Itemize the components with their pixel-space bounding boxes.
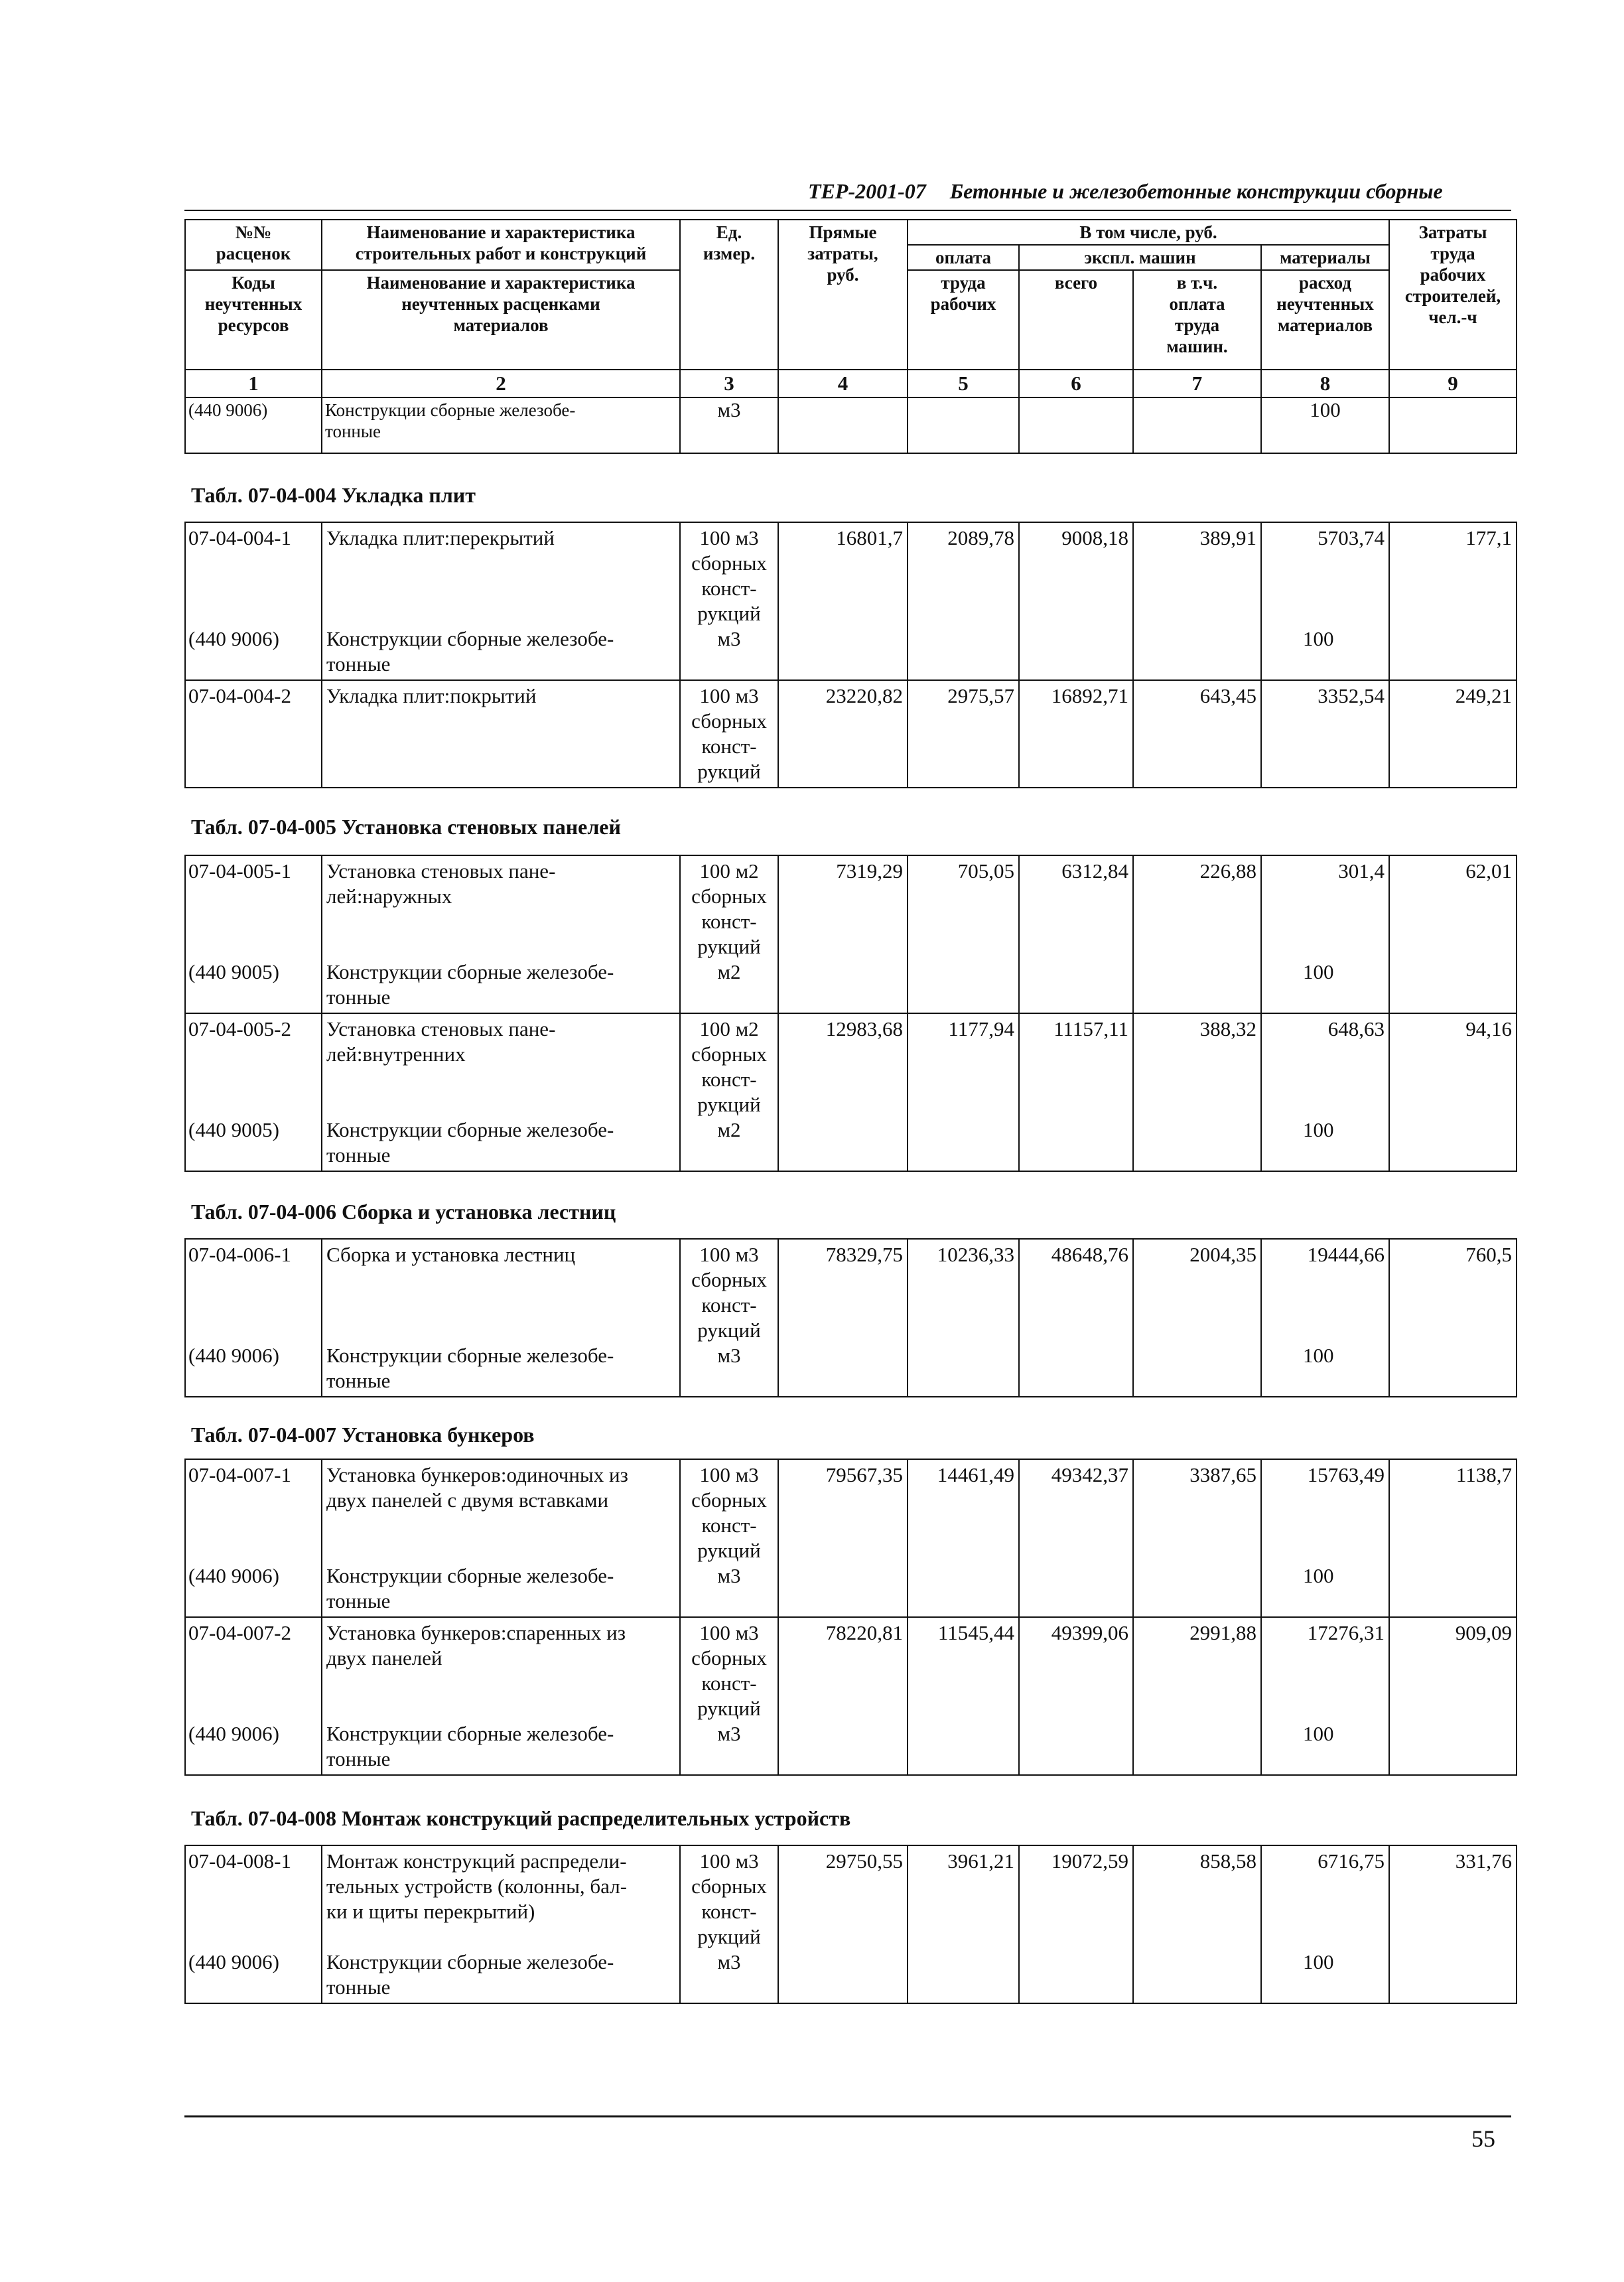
resource-quantity: 100	[1303, 1950, 1334, 1973]
rate-unit: конст-	[701, 1900, 757, 1923]
direct-costs: 7319,29	[778, 855, 908, 1013]
rate-name: Установка бункеров:одиночных из	[326, 1463, 628, 1486]
materials-cell	[1261, 1845, 1389, 2003]
resource-code: (440 9006)	[188, 1722, 279, 1745]
rate-code: 07-04-006-1	[188, 1243, 291, 1266]
materials-cell	[1261, 1239, 1389, 1397]
table-row	[185, 855, 1517, 1013]
rate-name-cell	[322, 680, 680, 788]
materials: 648,63	[1327, 1017, 1385, 1040]
column-number: 8	[1261, 370, 1389, 397]
table-row	[185, 1845, 1517, 2003]
materials-cell	[1261, 855, 1389, 1013]
direct-costs: 16801,7	[778, 522, 908, 680]
materials: 5703,74	[1318, 526, 1385, 549]
direct-costs: 79567,35	[778, 1459, 908, 1617]
rate-name: лей:внутренних	[326, 1042, 466, 1066]
resource-code: (440 9006)	[188, 1344, 279, 1367]
rate-name: двух панелей	[326, 1646, 442, 1670]
table-caption: Табл. 07-04-007 Установка бункеров	[191, 1423, 535, 1447]
header-resource-codes: Коды неучтенных ресурсов	[185, 270, 322, 370]
labor-pay: 2975,57	[908, 680, 1019, 788]
resource-unit: м3	[680, 397, 778, 453]
rate-name: Установка стеновых пане-	[326, 1017, 556, 1040]
resource-name: тонные	[326, 1589, 391, 1612]
labor-cost: 909,09	[1389, 1617, 1517, 1775]
materials: 6716,75	[1318, 1849, 1385, 1873]
resource-code: (440 9005)	[188, 1118, 279, 1141]
resource-name: тонные	[326, 1143, 391, 1167]
table-row	[185, 1617, 1517, 1775]
rate-unit: сборных	[691, 709, 767, 733]
rate-name-cell	[322, 522, 680, 680]
rate-code: 07-04-005-1	[188, 859, 291, 883]
resource-code: (440 9006)	[188, 1564, 279, 1587]
resource-name: тонные	[326, 985, 391, 1009]
document-title: Бетонные и железобетонные конструкции сборные	[949, 179, 1443, 203]
labor-cost: 1138,7	[1389, 1459, 1517, 1617]
rate-table	[184, 855, 1517, 1172]
rate-name-cell	[322, 1845, 680, 2003]
labor-cost: 94,16	[1389, 1013, 1517, 1171]
rate-name-cell	[322, 1617, 680, 1775]
rate-name: двух панелей с двумя вставками	[326, 1488, 609, 1512]
direct-costs: 12983,68	[778, 1013, 908, 1171]
labor-pay: 1177,94	[908, 1013, 1019, 1171]
rate-unit-cell	[680, 1617, 778, 1775]
rate-name: Установка бункеров:спаренных из	[326, 1621, 626, 1644]
materials-cell	[1261, 522, 1389, 680]
rate-code-cell	[185, 1239, 322, 1397]
machines-total: 48648,76	[1019, 1239, 1133, 1397]
labor-pay: 2089,78	[908, 522, 1019, 680]
header-name: Наименование и характеристика строительных работ и конструкций	[322, 220, 680, 270]
rate-code-cell	[185, 1459, 322, 1617]
resource-name: Конструкции сборные железобе-	[326, 1722, 614, 1745]
machines-labor-pay: 226,88	[1133, 855, 1261, 1013]
resource-quantity: 100	[1303, 1722, 1334, 1745]
rate-unit: сборных	[691, 1875, 767, 1898]
rate-table	[184, 1459, 1517, 1776]
rate-unit: сборных	[691, 1646, 767, 1670]
header-materials-consumption: расход неучтенных материалов	[1261, 270, 1389, 370]
rate-code: 07-04-007-1	[188, 1463, 291, 1486]
rate-name-cell	[322, 1459, 680, 1617]
rate-unit: 100 м3	[699, 684, 759, 707]
rate-name: Укладка плит:перекрытий	[326, 526, 555, 549]
machines-total: 6312,84	[1019, 855, 1133, 1013]
rate-table	[184, 522, 1517, 788]
materials: 15763,49	[1307, 1463, 1385, 1486]
rate-unit-cell	[680, 1459, 778, 1617]
labor-pay: 705,05	[908, 855, 1019, 1013]
rate-code-cell	[185, 1013, 322, 1171]
resource-quantity: 100	[1303, 627, 1334, 650]
rate-code: 07-04-005-2	[188, 1017, 291, 1040]
machines-labor-pay: 643,45	[1133, 680, 1261, 788]
rate-code-cell	[185, 855, 322, 1013]
table-caption: Табл. 07-04-005 Установка стеновых панелей	[191, 815, 621, 839]
document-code: ТЕР-2001-07	[808, 179, 926, 203]
column-number: 1	[185, 370, 322, 397]
rate-table	[184, 1238, 1517, 1397]
column-number: 7	[1133, 370, 1261, 397]
rate-unit-cell	[680, 522, 778, 680]
table-caption: Табл. 07-04-004 Укладка плит	[191, 483, 476, 507]
rate-unit-cell	[680, 1239, 778, 1397]
machines-labor-pay: 389,91	[1133, 522, 1261, 680]
table-row	[185, 1013, 1517, 1171]
rate-code: 07-04-004-2	[188, 684, 291, 707]
resource-name: Конструкции сборные железобе-	[326, 627, 614, 650]
header-rates: №№ расценок	[185, 220, 322, 270]
table-caption: Табл. 07-04-008 Монтаж конструкций распределительных устройств	[191, 1806, 851, 1830]
rate-code-cell	[185, 1617, 322, 1775]
rate-unit: 100 м3	[699, 1621, 759, 1644]
resource-name: Конструкции сборные железобе-	[326, 1950, 614, 1973]
materials: 19444,66	[1307, 1243, 1385, 1266]
rate-name-cell	[322, 1013, 680, 1171]
machines-labor-pay: 858,58	[1133, 1845, 1261, 2003]
rate-unit: рукций	[697, 1697, 761, 1720]
header-unaccounted-materials: Наименование и характеристика неучтенных расценками материалов	[322, 270, 680, 370]
resource-quantity: 100	[1303, 1118, 1334, 1141]
direct-costs: 78220,81	[778, 1617, 908, 1775]
rate-unit: рукций	[697, 1925, 761, 1948]
header-labor-workers: труда рабочих	[908, 270, 1019, 370]
resource-unit: м2	[717, 960, 741, 983]
resource-name: Конструкции сборные железобе-	[326, 1118, 614, 1141]
rate-unit: 100 м3	[699, 1849, 759, 1873]
resource-code: (440 9006)	[188, 627, 279, 650]
rate-code-cell	[185, 680, 322, 788]
materials-cell	[1261, 1617, 1389, 1775]
rate-unit: 100 м2	[699, 859, 759, 883]
resource-code: (440 9006)	[185, 397, 322, 453]
resource-name: Конструкции сборные железобе-	[326, 960, 614, 983]
table-row	[185, 680, 1517, 788]
direct-costs: 29750,55	[778, 1845, 908, 2003]
rate-unit: 100 м3	[699, 1463, 759, 1486]
rate-name: лей:наружных	[326, 885, 452, 908]
machines-total: 19072,59	[1019, 1845, 1133, 2003]
rate-unit: сборных	[691, 551, 767, 575]
resource-name: Конструкции сборные железобе- тонные	[322, 397, 680, 453]
header-rule	[184, 210, 1511, 211]
header-materials: материалы	[1261, 245, 1389, 270]
rate-unit: конст-	[701, 735, 757, 758]
rate-unit: 100 м3	[699, 1243, 759, 1266]
rate-unit: конст-	[701, 1293, 757, 1317]
resource-name: тонные	[326, 1747, 391, 1770]
rate-name-cell	[322, 855, 680, 1013]
header-machines-labor: в т.ч. оплата труда машин.	[1133, 270, 1261, 370]
machines-labor-pay: 2991,88	[1133, 1617, 1261, 1775]
rate-unit-cell	[680, 680, 778, 788]
column-number: 9	[1389, 370, 1517, 397]
rate-unit: конст-	[701, 1672, 757, 1695]
machines-labor-pay: 388,32	[1133, 1013, 1261, 1171]
rate-unit-cell	[680, 855, 778, 1013]
header-including: В том числе, руб.	[908, 220, 1389, 245]
labor-pay: 10236,33	[908, 1239, 1019, 1397]
header-direct-costs: Прямые затраты, руб.	[778, 220, 908, 370]
materials: 17276,31	[1307, 1621, 1385, 1644]
rate-name-cell	[322, 1239, 680, 1397]
machines-total: 11157,11	[1019, 1013, 1133, 1171]
labor-pay: 11545,44	[908, 1617, 1019, 1775]
materials-cell	[1261, 680, 1389, 788]
rate-unit: конст-	[701, 910, 757, 933]
rate-code-cell	[185, 1845, 322, 2003]
rate-unit: сборных	[691, 1268, 767, 1291]
labor-cost: 62,01	[1389, 855, 1517, 1013]
header-machines-total: всего	[1019, 270, 1133, 370]
materials: 3352,54	[1318, 684, 1385, 707]
rate-name: Установка стеновых пане-	[326, 859, 556, 883]
rate-unit: рукций	[697, 1093, 761, 1116]
column-number: 6	[1019, 370, 1133, 397]
rate-unit: рукций	[697, 1539, 761, 1562]
rate-unit: сборных	[691, 885, 767, 908]
rate-code: 07-04-007-2	[188, 1621, 291, 1644]
column-number: 3	[680, 370, 778, 397]
rate-unit: сборных	[691, 1042, 767, 1066]
resource-quantity: 100	[1303, 1344, 1334, 1367]
header-machines: экспл. машин	[1019, 245, 1261, 270]
table-row	[185, 522, 1517, 680]
resource-quantity: 100	[1261, 397, 1389, 453]
labor-cost: 249,21	[1389, 680, 1517, 788]
resource-quantity: 100	[1303, 960, 1334, 983]
rate-unit: рукций	[697, 602, 761, 625]
table-row	[185, 1239, 1517, 1397]
footer-rule	[184, 2115, 1511, 2117]
rate-unit-cell	[680, 1845, 778, 2003]
rate-code-cell	[185, 522, 322, 680]
rate-unit: конст-	[701, 1068, 757, 1091]
rate-unit-cell	[680, 1013, 778, 1171]
materials: 301,4	[1338, 859, 1385, 883]
resource-unit: м3	[717, 1564, 741, 1587]
materials-cell	[1261, 1013, 1389, 1171]
resource-unit: м3	[717, 1722, 741, 1745]
rate-unit: рукций	[697, 935, 761, 958]
machines-total: 49342,37	[1019, 1459, 1133, 1617]
resource-unit: м3	[717, 627, 741, 650]
machines-labor-pay: 2004,35	[1133, 1239, 1261, 1397]
labor-cost: 177,1	[1389, 522, 1517, 680]
rate-name: Монтаж конструкций распредели-	[326, 1849, 627, 1873]
rate-unit: 100 м3	[699, 526, 759, 549]
header-labor-cost: Затраты труда рабочих строителей, чел.-ч	[1389, 220, 1517, 370]
rate-unit: сборных	[691, 1488, 767, 1512]
rate-name: Укладка плит:покрытий	[326, 684, 537, 707]
header-labor-pay: оплата	[908, 245, 1019, 270]
resource-quantity: 100	[1303, 1564, 1334, 1587]
resource-unit: м3	[717, 1344, 741, 1367]
table-caption: Табл. 07-04-006 Сборка и установка лестниц	[191, 1200, 616, 1224]
rate-unit: 100 м2	[699, 1017, 759, 1040]
rate-unit: рукций	[697, 1319, 761, 1342]
materials-cell	[1261, 1459, 1389, 1617]
labor-cost: 331,76	[1389, 1845, 1517, 2003]
column-header-table	[184, 219, 1517, 454]
rate-name: ки и щиты перекрытий)	[326, 1900, 535, 1923]
running-header	[808, 179, 1443, 204]
resource-name: Конструкции сборные железобе-	[326, 1564, 614, 1587]
machines-total: 16892,71	[1019, 680, 1133, 788]
header-unit: Ед. измер.	[680, 220, 778, 370]
machines-labor-pay: 3387,65	[1133, 1459, 1261, 1617]
labor-pay: 3961,21	[908, 1845, 1019, 2003]
table-row	[185, 1459, 1517, 1617]
labor-pay: 14461,49	[908, 1459, 1019, 1617]
page-number: 55	[1471, 2125, 1495, 2152]
resource-name: тонные	[326, 1369, 391, 1392]
column-number: 5	[908, 370, 1019, 397]
column-number: 4	[778, 370, 908, 397]
direct-costs: 78329,75	[778, 1239, 908, 1397]
machines-total: 49399,06	[1019, 1617, 1133, 1775]
rate-unit: рукций	[697, 760, 761, 783]
direct-costs: 23220,82	[778, 680, 908, 788]
rate-unit: конст-	[701, 1514, 757, 1537]
resource-name: тонные	[326, 652, 391, 676]
resource-name: Конструкции сборные железобе-	[326, 1344, 614, 1367]
resource-code: (440 9005)	[188, 960, 279, 983]
rate-code: 07-04-004-1	[188, 526, 291, 549]
resource-unit: м2	[717, 1118, 741, 1141]
rate-code: 07-04-008-1	[188, 1849, 291, 1873]
column-number: 2	[322, 370, 680, 397]
resource-name: тонные	[326, 1975, 391, 1999]
rate-name: Сборка и установка лестниц	[326, 1243, 576, 1266]
resource-unit: м3	[717, 1950, 741, 1973]
machines-total: 9008,18	[1019, 522, 1133, 680]
rate-table	[184, 1845, 1517, 2004]
rate-unit: конст-	[701, 577, 757, 600]
resource-code: (440 9006)	[188, 1950, 279, 1973]
rate-name: тельных устройств (колонны, бал-	[326, 1875, 628, 1898]
labor-cost: 760,5	[1389, 1239, 1517, 1397]
